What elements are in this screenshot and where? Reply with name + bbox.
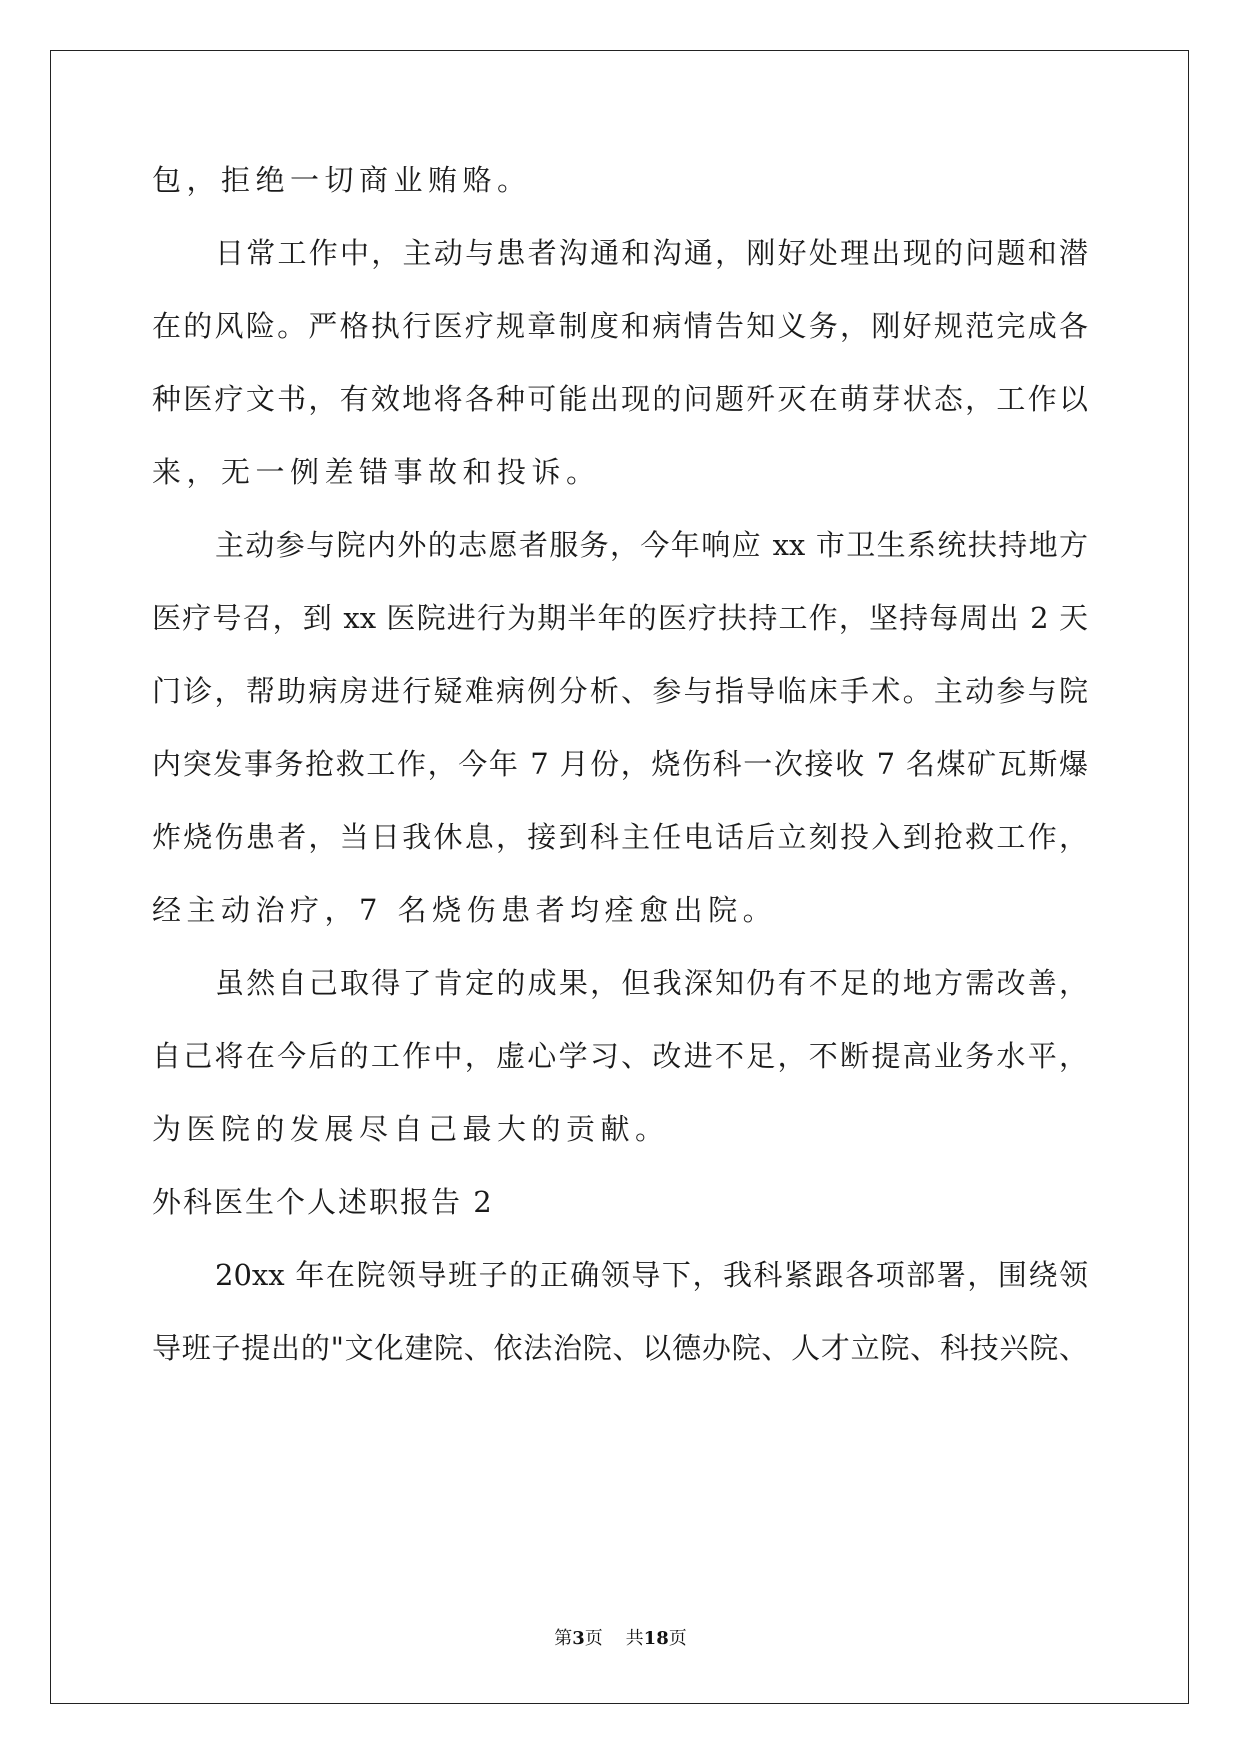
paragraph-line: 经主动治疗，7 名烧伤患者均痊愈出院。	[152, 893, 778, 927]
total-page-count: 18	[643, 1628, 669, 1649]
paragraph-line: 在的风险。严格执行医疗规章制度和病情告知义务，刚好规范完成各	[152, 309, 1088, 343]
paragraph-line: 来，无一例差错事故和投诉。	[152, 455, 601, 489]
paragraph-line: 20xx 年在院领导班子的正确领导下，我科紧跟各项部署，围绕领	[215, 1258, 1088, 1292]
paragraph-line: 医疗号召，到 xx 医院进行为期半年的医疗扶持工作，坚持每周出 2 天	[152, 601, 1088, 635]
paragraph-line: 日常工作中，主动与患者沟通和沟通，刚好处理出现的问题和潜	[215, 236, 1088, 270]
section-heading: 外科医生个人述职报告 2	[152, 1185, 494, 1219]
paragraph-line: 包，拒绝一切商业贿赂。	[152, 163, 532, 197]
paragraph-line: 门诊，帮助病房进行疑难病例分析、参与指导临床手术。主动参与院	[152, 674, 1088, 708]
paragraph-line: 虽然自己取得了肯定的成果，但我深知仍有不足的地方需改善，	[215, 966, 1088, 1000]
paragraph-line: 炸烧伤患者，当日我休息，接到科主任电话后立刻投入到抢救工作，	[152, 820, 1088, 854]
current-page-number: 3	[572, 1628, 585, 1649]
paragraph-line: 导班子提出的"文化建院、依法治院、以德办院、人才立院、科技兴院、	[152, 1331, 1088, 1365]
page-border	[50, 50, 1189, 1704]
paragraph-line: 为医院的发展尽自己最大的贡献。	[152, 1112, 670, 1146]
footer-prefix: 第	[554, 1628, 573, 1649]
paragraph-line: 内突发事务抢救工作，今年 7 月份，烧伤科一次接收 7 名煤矿瓦斯爆	[152, 747, 1088, 781]
paragraph-line: 种医疗文书，有效地将各种可能出现的问题歼灭在萌芽状态，工作以	[152, 382, 1088, 416]
page-footer	[0, 1624, 1241, 1650]
paragraph-line: 主动参与院内外的志愿者服务，今年响应 xx 市卫生系统扶持地方	[215, 528, 1088, 562]
footer-suffix: 页	[668, 1628, 687, 1649]
paragraph-line: 自己将在今后的工作中，虚心学习、改进不足，不断提高业务水平，	[152, 1039, 1088, 1073]
footer-mid: 页 共	[584, 1628, 644, 1649]
